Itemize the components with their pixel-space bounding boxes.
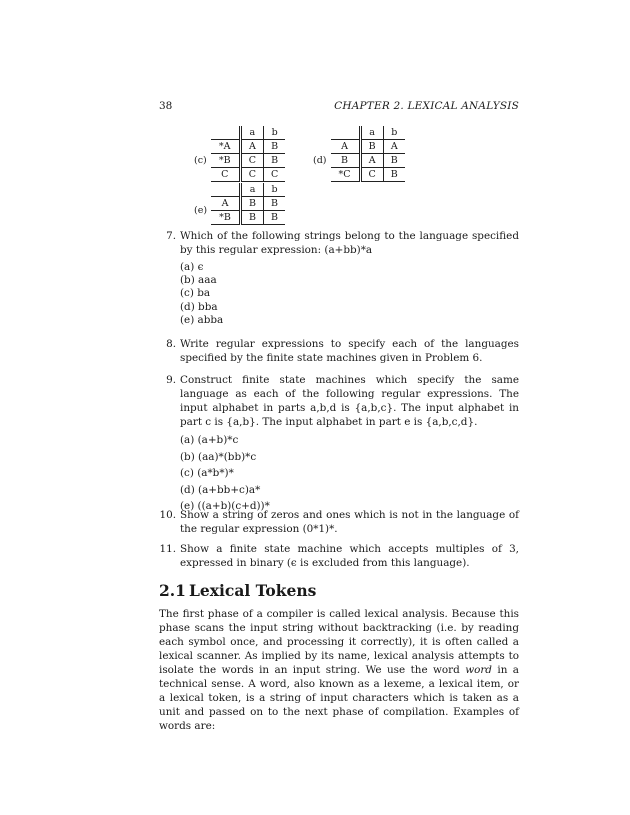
fsm-table-e (194, 183, 285, 225)
paragraph-text: The first phase of a compiler is called lexical analysis. Because this phase scans the input string without backtracking (i.e. by reading each symbol once, and processing it correctly), it is often called a lexical scanner. As implied by its name, lexical analysis attempts to isolate the words in an input string. We use the word (159, 608, 519, 676)
section-title: Lexical Tokens (189, 581, 317, 600)
table-cell: B (264, 211, 285, 225)
table-cell: B (241, 197, 264, 211)
emphasized-word: word (465, 664, 492, 676)
fsm-table-c (194, 126, 285, 182)
table-cell: A (360, 154, 383, 168)
table-cell: B (264, 140, 286, 154)
table-cell: B (264, 154, 286, 168)
table-label: (c) (194, 155, 207, 166)
problem-10 (159, 508, 519, 536)
table-cell: *C (331, 168, 361, 182)
problem-number: 9. (166, 374, 176, 386)
table-cell: *A (211, 140, 241, 154)
table-cell: B (331, 154, 361, 168)
table-cell: A (331, 140, 361, 154)
problem-number: 8. (166, 338, 176, 350)
table-cell: B (241, 211, 264, 225)
table-header-cell: b (264, 126, 286, 140)
paragraph-text: in a technical sense. A word, also known as a lexeme, a lexical item, or a lexical token, is a string of input characters which is taken as a unit and passed on to the next phase of compilation. Examples of words are: (159, 664, 519, 732)
table-header-cell: a (240, 126, 263, 140)
problem-11 (159, 542, 519, 570)
table-header-cell: b (383, 126, 404, 140)
table-cell: B (383, 168, 404, 182)
problem-text: Show a string of zeros and ones which is not in the language of the regular expression (0*1)*. (180, 509, 519, 535)
option-item: (e) abba (180, 313, 224, 326)
running-head: CHAPTER 2. LEXICAL ANALYSIS (334, 100, 519, 112)
problem-number: 7. (166, 230, 176, 242)
table-cell: C (264, 168, 286, 182)
option-item: (b) (aa)*(bb)*c (180, 450, 257, 463)
table-header-cell: b (264, 183, 285, 197)
table-header-cell: a (241, 183, 264, 197)
option-item: (d) bba (180, 300, 218, 313)
table-cell: C (240, 168, 263, 182)
fsm-table-d (313, 126, 405, 182)
table-cell: C (360, 168, 383, 182)
problem-number: 11. (159, 543, 176, 555)
problem-text: Write regular expressions to specify each of the languages specified by the finite state machines given in Problem 6. (180, 338, 519, 364)
problem-8 (159, 337, 519, 365)
option-item: (a) ϵ (180, 261, 204, 273)
option-item: (b) aaa (180, 274, 217, 287)
problem-9 (159, 373, 519, 514)
table-cell: C (211, 168, 241, 182)
table-cell: A (240, 140, 263, 154)
table-label: (e) (194, 205, 208, 216)
table-cell: B (360, 140, 383, 154)
problem-text: Which of the following strings belong to the language specified by this regular expression: (a+bb)*a (180, 230, 519, 256)
problem-text: Construct finite state machines which specify the same language as each of the following regular expressions. The input alphabet in parts a,b,d is {a,b,c}. The input alphabet in part c is {a,b}. The input alphabet in part e is {a,b,c,d}. (180, 374, 519, 428)
page-number: 38 (159, 100, 173, 112)
table-header-cell: a (360, 126, 383, 140)
table-cell: *B (211, 211, 241, 225)
body-paragraph (159, 607, 519, 733)
option-item: (a) (a+b)*c (180, 434, 239, 446)
option-item: (e) ((a+b)(c+d))* (180, 500, 270, 513)
table-label: (d) (313, 155, 327, 166)
table-cell: C (240, 154, 263, 168)
option-item: (d) (a+bb+c)a* (180, 483, 261, 496)
table-cell: A (383, 140, 404, 154)
option-item: (c) (a*b*)* (180, 467, 234, 480)
section-heading (159, 581, 316, 600)
page-header (159, 100, 519, 114)
problem-7 (159, 229, 519, 327)
section-number: 2.1 (159, 581, 186, 600)
table-cell: A (211, 197, 241, 211)
option-item: (c) ba (180, 287, 211, 300)
problem-text: Show a finite state machine which accepts multiples of 3, expressed in binary (ϵ is excluded from this language). (180, 543, 519, 569)
table-cell: B (383, 154, 404, 168)
problem-number: 10. (159, 509, 176, 521)
table-cell: B (264, 197, 285, 211)
table-cell: *B (211, 154, 241, 168)
